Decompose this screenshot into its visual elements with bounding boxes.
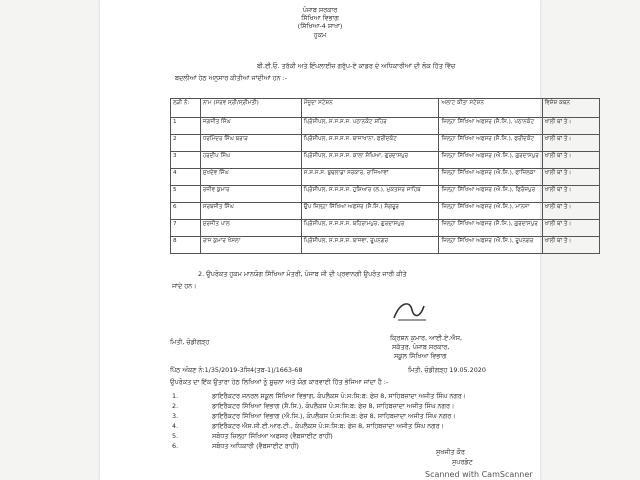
cell-allotted-station: ਜ਼ਿਲ੍ਹਾ ਸਿੱਖਿਆ ਅਫਸਰ (ਐ.ਸਿ.), ਰੂਪਨਗਰ	[439, 237, 542, 254]
signature-mark	[390, 298, 430, 326]
cell-current-station: ਪ੍ਰਿੰਸੀਪਲ, ਸ.ਸ.ਸ.ਸ. ਪਠਾਨਕੋਟ ਸ਼ਹਿਰ	[301, 118, 439, 135]
superintendent-designation: ਸੁਪਰਡੰਟ	[452, 458, 473, 466]
table-row	[171, 186, 600, 203]
cell-remarks: ਖਾਲੀ ਥਾਂ ਤੇ।	[542, 152, 599, 169]
list-item-number: 4.	[172, 422, 179, 430]
cell-current-station: ਪ੍ਰਿੰਸੀਪਲ, ਸ.ਸ.ਸ.ਸ. ਬਹਿਰਾਮਪੁਰ, ਗੁਰਦਾਸਪੁਰ	[301, 220, 439, 237]
cell-current-station: ਪ੍ਰਿੰਸੀਪਲ, ਸ.ਸ.ਸ.ਸ. ਬਾਜਾਖਾਨਾ, ਫਰੀਦਕੋਟ	[301, 135, 439, 152]
table-row	[171, 169, 600, 186]
place-date: ਮਿਤੀ, ਚੰਡੀਗੜ੍ਹ	[170, 338, 210, 346]
list-item: ਸਬੰਧਤ ਅਧਿਕਾਰੀ (ਵੈਬਸਾਈਟ ਰਾਹੀਂ)	[212, 442, 299, 450]
intro-line-1: ਬੀ.ਈ.ਓ. ਤਰੱਕੀ ਅਤੇ ਇੰਪਲਾਈਜ਼ ਗਰੁੱਪ-ਏ ਕਾਡਰ ਦੇ ਅਧਿਕਾਰੀਆਂ ਦੀ ਲੋਕ ਹਿੱਤ ਵਿੱਚ	[257, 62, 456, 70]
header-department: ਸਿੱਖਿਆ ਵਿਭਾਗ	[301, 14, 339, 22]
cell-serial: 6	[171, 203, 201, 220]
header-government: ਪੰਜਾਬ ਸਰਕਾਰ	[302, 6, 338, 14]
transfer-table	[170, 98, 600, 254]
list-item: ਡਾਇਰੈਕਟਰ ਜਨਰਲ ਸਕੂਲ ਸਿੱਖਿਆ ਵਿਭਾਗ, ਕੰਪਲੈਕਸ ਪੰ:ਸ:ਸਿ:ਬ: ਫੇਜ਼ 8, ਸਾਹਿਬਜ਼ਾਦਾ ਅਜੀਤ ਸਿੰਘ ਨਗਰ।	[212, 392, 467, 400]
list-item-number: 1.	[172, 392, 179, 400]
cell-current-station: ਪ੍ਰਿੰਸੀਪਲ, ਸ.ਸ.ਸ.ਸ. ਕਾਲਾ ਸੰਘਿਆ, ਗੁਰਦਾਸਪੁਰ	[301, 152, 439, 169]
list-item: ਸਬੰਧਤ ਜ਼ਿਲ੍ਹਾ ਸਿੱਖਿਆ ਅਫਸਰ (ਵੈਬਸਾਈਟ ਰਾਹੀਂ)	[212, 432, 333, 440]
cell-current-station: ਪ੍ਰਿੰਸੀਪਲ, ਸ.ਸ.ਸ.ਸ. ਹੁਸ਼ਿਆਰ (ਲ.), ਮੁਕਤਸਰ ਸਾਹਿਬ	[301, 186, 439, 203]
cell-serial: 8	[171, 237, 201, 254]
table-row	[171, 220, 600, 237]
cell-allotted-station: ਜ਼ਿਲ੍ਹਾ ਸਿੱਖਿਆ ਅਫਸਰ (ਐ.ਸਿ.), ਫਾਜ਼ਿਲਕਾ	[439, 169, 542, 186]
header-order-title: ਹੁਕਮ	[313, 31, 327, 39]
header-current-station: ਮੌਜੂਦਾ ਸਟੇਸ਼ਨ	[301, 99, 439, 118]
cell-name: ਰਾਜ ਕੁਮਾਰ ਖੋਸਲਾ	[200, 237, 301, 254]
cell-serial: 7	[171, 220, 201, 237]
document-page	[100, 0, 572, 480]
cell-name: ਧਰਮਿੰਦਰ ਸਿੰਘ ਬਰਾੜ	[200, 135, 301, 152]
cell-current-station: ਪ੍ਰਿੰਸੀਪਲ, ਸ.ਸ.ਸ.ਸ. ਬਾਜਵਾ, ਰੂਪਨਗਰ	[301, 237, 439, 254]
header-branch: (ਸਿੱਖਿਆ-4 ਸ਼ਾਖਾ)	[297, 22, 343, 30]
table-row	[171, 118, 600, 135]
cell-remarks: ਖਾਲੀ ਥਾਂ ਤੇ।	[542, 135, 599, 152]
header-allotted-station: ਅਲਾਟ ਕੀਤਾ ਸਟੇਸ਼ਨ	[439, 99, 542, 118]
para-2-line-2: ਜਾਂਦੇ ਹਨ।	[172, 282, 197, 290]
endorsement-number: ਪਿੱਠ ਅੰਕਣ ਨੰ:1/35/2019-3ਸਿ4(ਤਬ-1)/1663-68	[170, 366, 303, 374]
cell-remarks: ਖਾਲੀ ਥਾਂ ਤੇ।	[542, 169, 599, 186]
para-2-line-1: 2. ਉਪਰੋਕਤ ਹੁਕਮ ਮਾਨਯੋਗ ਸਿੱਖਿਆ ਮੰਤਰੀ, ਪੰਜਾਬ ਜੀ ਦੀ ਪ੍ਰਵਾਨਗੀ ਉਪਰੰਤ ਜਾਰੀ ਕੀਤੇ	[198, 270, 407, 278]
list-item-number: 5.	[172, 432, 179, 440]
endorsement-date: ਮਿਤੀ, ਚੰਡੀਗੜ੍ਹ 19.05.2020	[408, 366, 486, 374]
cell-remarks: ਖਾਲੀ ਥਾਂ ਤੇ।	[542, 237, 599, 254]
cell-current-station: ਸ.ਸ.ਸ.ਸ. ਬੁਢਲਾਡਾ ਸਰਕਾਰ, ਰਾਜਿਆਵਾਂ	[301, 169, 439, 186]
list-item-number: 3.	[172, 412, 179, 420]
cell-serial: 5	[171, 186, 201, 203]
cell-name: ਸਰਬਜੀਤ ਸਿੰਘ	[200, 203, 301, 220]
cell-serial: 3	[171, 152, 201, 169]
cell-remarks: ਖਾਲੀ ਥਾਂ ਤੇ।	[542, 203, 599, 220]
cell-remarks: ਖਾਲੀ ਥਾਂ ਤੇ।	[542, 118, 599, 135]
table-row	[171, 152, 600, 169]
header-remarks: ਵਿਸ਼ੇਸ਼ ਕਥਨ	[542, 99, 599, 118]
cell-remarks: ਖਾਲੀ ਥਾਂ ਤੇ।	[542, 220, 599, 237]
cell-name: ਜਗਜੀਤ ਸਿੰਘ	[200, 118, 301, 135]
cell-allotted-station: ਜ਼ਿਲ੍ਹਾ ਸਿੱਖਿਆ ਅਫਸਰ (ਸੈ.ਸਿ.), ਫਰੀਦਕੋਟ	[439, 135, 542, 152]
table-row	[171, 135, 600, 152]
list-item-number: 2.	[172, 402, 179, 410]
cell-name: ਸੁਰਜੀਤ ਪਾਲ	[200, 220, 301, 237]
cell-allotted-station: ਜ਼ਿਲ੍ਹਾ ਸਿੱਖਿਆ ਅਫਸਰ (ਸੈ.ਸਿ.), ਪਠਾਨਕੋਟ	[439, 118, 542, 135]
table-row	[171, 203, 600, 220]
signatory-designation: ਸਕੱਤਰ, ਪੰਜਾਬ ਸਰਕਾਰ,	[392, 343, 450, 351]
superintendent-name: ਸੁਖਜੀਤ ਕੌਰ	[436, 448, 465, 456]
cell-serial: 4	[171, 169, 201, 186]
cell-allotted-station: ਜ਼ਿਲ੍ਹਾ ਸਿੱਖਿਆ ਅਫਸਰ (ਐ.ਸਿ.), ਮਾਨਸਾ	[439, 203, 542, 220]
cell-current-station: ਉਪ ਜ਼ਿਲ੍ਹਾ ਸਿੱਖਿਆ ਅਫਸਰ (ਸੈ.ਸਿ.) ਸੰਗਰੂਰ	[301, 203, 439, 220]
cell-name: ਹਰਦੀਪ ਸਿੰਘ	[200, 152, 301, 169]
list-item: ਡਾਇਰੈਕਟਰ ਸਿੱਖਿਆ ਵਿਭਾਗ (ਸੈ.ਸਿ.), ਕੰਪਲੈਕਸ ਪੰ:ਸ:ਸਿ:ਬ: ਫੇਜ਼ 8, ਸਾਹਿਬਜ਼ਾਦਾ ਅਜੀਤ ਸਿੰਘ ਨਗਰ।	[212, 402, 455, 410]
table-header-row	[171, 99, 600, 118]
signatory-name: ਕ੍ਰਿਸ਼ਨ ਕੁਮਾਰ, ਆਈ.ਏ.ਐਸ,	[390, 334, 463, 342]
signatory-department: ਸਕੂਲ ਸਿੱਖਿਆ ਵਿਭਾਗ	[394, 352, 447, 360]
endorsement-intro: ਉਪਰੋਕਤ ਦਾ ਇੱਕ ਉਤਾਰਾ ਹੇਠ ਲਿਖਿਆਂ ਨੂੰ ਸੂਚਨਾ ਅਤੇ ਯੋਗ ਕਾਰਵਾਈ ਹਿੱਤ ਭੇਜਿਆ ਜਾਂਦਾ ਹੈ :-	[170, 378, 389, 386]
cell-name: ਰਜੀਵ ਕੁਮਾਰ	[200, 186, 301, 203]
cell-remarks: ਖਾਲੀ ਥਾਂ ਤੇ।	[542, 186, 599, 203]
cell-allotted-station: ਜ਼ਿਲ੍ਹਾ ਸਿੱਖਿਆ ਅਫਸਰ (ਐ.ਸਿ.), ਫਿਰੋਜ਼ਪੁਰ	[439, 186, 542, 203]
header-serial: ਲੜੀ ਨੰ:	[171, 99, 201, 118]
header-name: ਨਾਮ (ਸਰਵ ਸ੍ਰੀ/ਸ੍ਰੀਮਤੀ)	[200, 99, 301, 118]
cell-allotted-station: ਜ਼ਿਲ੍ਹਾ ਸਿੱਖਿਆ ਅਫਸਰ (ਐ.ਸਿ.), ਗੁਰਦਾਸਪੁਰ	[439, 152, 542, 169]
cell-serial: 2	[171, 135, 201, 152]
intro-line-2: ਬਦਲੀਆਂ ਹੇਠ ਅਨੁਸਾਰ ਕੀਤੀਆਂ ਜਾਂਦੀਆਂ ਹਨ :-	[175, 74, 288, 82]
cell-serial: 1	[171, 118, 201, 135]
list-item-number: 6.	[172, 442, 179, 450]
list-item: ਡਾਇਰੈਕਟਰ ਸਿੱਖਿਆ ਵਿਭਾਗ (ਐ.ਸਿ.), ਕੰਪਲੈਕਸ ਪੰ:ਸ:ਸਿ:ਬ: ਫੇਜ਼ 8, ਸਾਹਿਬਜ਼ਾਦਾ ਅਜੀਤ ਸਿੰਘ ਨਗਰ।	[212, 412, 456, 420]
list-item: ਡਾਇਰੈਕਟਰ ਐਸ.ਸੀ.ਈ.ਆਰ.ਟੀ., ਕੰਪਲੈਕਸ ਪੰ:ਸ:ਸਿ:ਬ: ਫੇਜ਼ 8, ਸਾਹਿਬਜ਼ਾਦਾ ਅਜੀਤ ਸਿੰਘ ਨਗਰ।	[212, 422, 444, 430]
table-row	[171, 237, 600, 254]
cell-allotted-station: ਜ਼ਿਲ੍ਹਾ ਸਿੱਖਿਆ ਅਫਸਰ (ਸੈ.ਸਿ.), ਗੁਰਦਾਸਪੁਰ	[439, 220, 542, 237]
cell-name: ਸੁਖਦੇਵ ਸਿੰਘ	[200, 169, 301, 186]
scanner-watermark: Scanned with CamScanner	[425, 470, 533, 479]
